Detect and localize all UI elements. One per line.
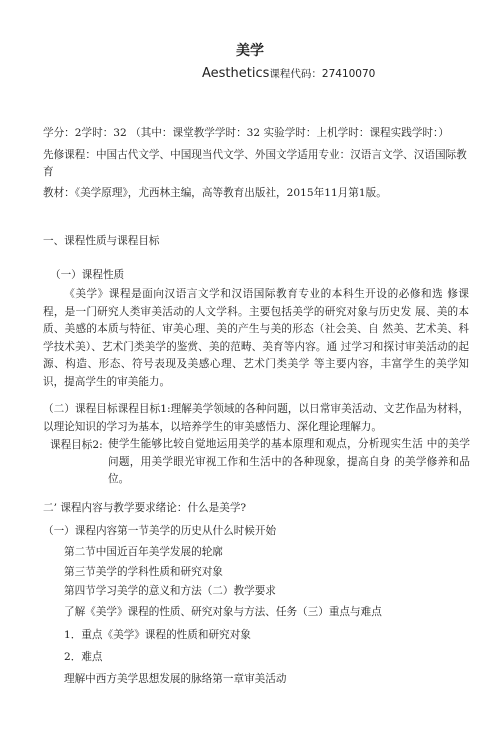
content-line: 1．重点《美学》课程的性质和研究对象 [64, 629, 251, 641]
prerequisites-line: 先修课程：中国古代文学、中国现当代文学、外国文学适用专业：汉语言文学、汉语国际教 [43, 149, 467, 161]
section1-heading: 一、课程性质与课程目标 [43, 235, 160, 247]
content-line: 第二节中国近百年美学发展的轮廓 [64, 546, 223, 558]
content-line: 第三节美学的学科性质和研究对象 [64, 566, 223, 578]
course-goal-2-body: 使学生能够比较自觉地运用美学的基本原理和观点，分析现实生活 中的美学问题，用美学眼光审视工作和生活中的各种现象，提高自身 的美学修养和品位。 [108, 438, 470, 485]
course-goal-2-label: 课程目标2: [50, 439, 103, 451]
prerequisites-line-cont: 育 [43, 166, 54, 178]
course-subtitle [202, 67, 375, 81]
course-code: 课程代码：27410070 [269, 68, 376, 80]
content-line: 理解中西方美学思想发展的脉络第一章审美活动 [64, 673, 287, 685]
page-title: 美学 [236, 43, 264, 59]
textbook-line: 教材：《美学原理》，尤西林主编，高等教育出版社，2015年11月第1版。 [43, 187, 387, 199]
content-line: （一）课程内容第一节美学的历史从什么时候开始 [43, 525, 277, 537]
content-line: 了解《美学》课程的性质、研究对象与方法、任务（三）重点与难点 [64, 606, 382, 618]
content-line: 第四节学习美学的意义和方法（二）教学要求 [64, 585, 276, 597]
english-title: Aesthetics [202, 66, 270, 81]
course-goal-1: （二）课程目标课程目标1:理解美学领域的各种问题，以日常审美活动、文艺作品为材料，以理论知识的学习为基本，以培养学生的审美感悟力、深化理论理解力。 [43, 403, 469, 433]
content-line: 2．难点 [64, 651, 103, 663]
credits-line: 学分：2学时：32 （其中：课堂教学学时：32 实验学时：上机学时：课程实践学时：） [43, 127, 449, 139]
course-nature-heading: （一）课程性质 [50, 269, 125, 281]
section2-heading: 二’ 课程内容与教学要求绪论：什么是美学? [43, 502, 247, 514]
course-nature-body: 《美学》课程是面向汉语言文学和汉语国际教育专业的本科生开设的必修和选 修课程，是一门研究人类审美活动的人文学科。主要包括美学的研究对象与历史发 展、美的本质、美感的本质与特征、审美心理、美的产生与美的形态（社会美、自 然美、艺术美、科学技术美）、艺术门类美学的鉴赏、美的范畴、美育等内容。通 过学习和探讨审美活动的起源、构造、形态、符号表现及美感心理、艺术门类美学 等主要内容，丰富学生的美学知识，提高学生的审美能力。 [43, 288, 469, 388]
